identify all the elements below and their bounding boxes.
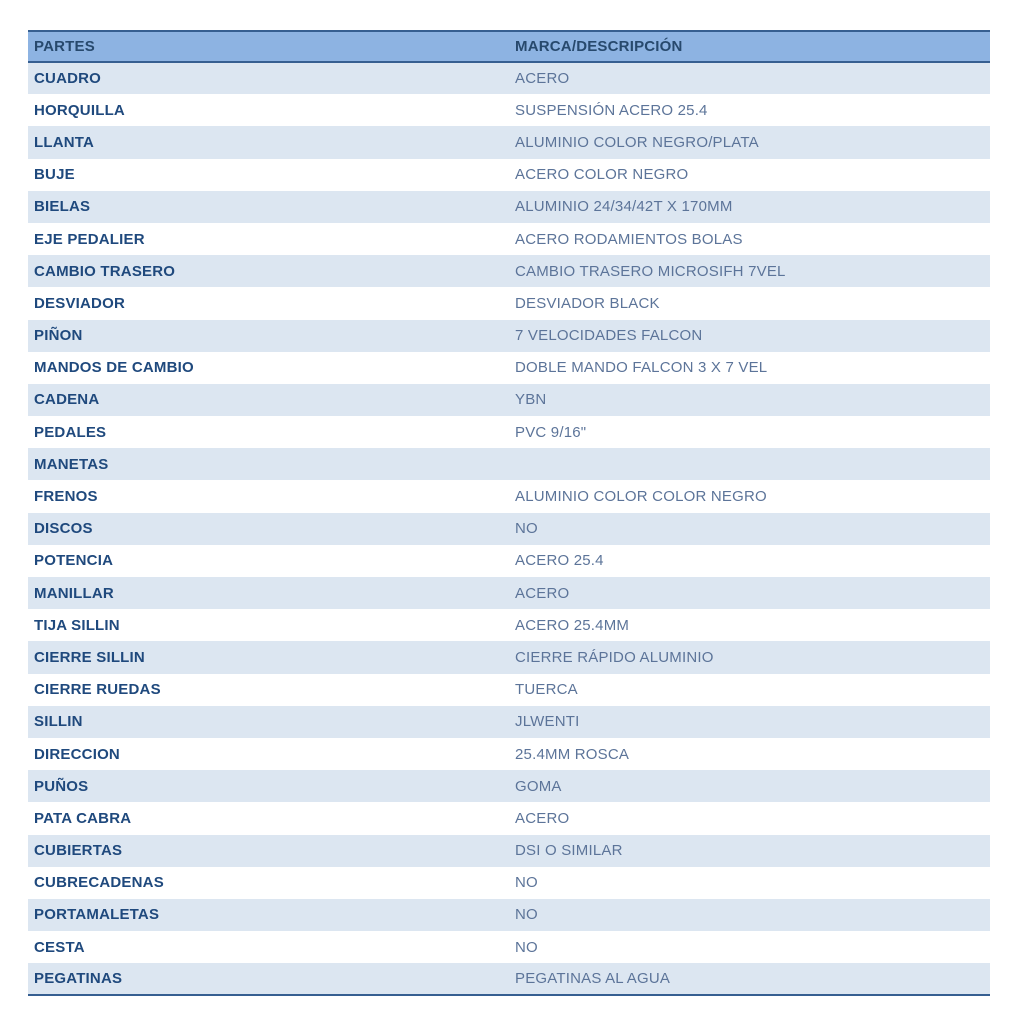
column-header-partes: PARTES: [28, 31, 509, 62]
table-row: [28, 770, 990, 802]
part-name-cell: CUBIERTAS: [34, 842, 123, 860]
part-description-cell: ALUMINIO COLOR NEGRO/PLATA: [515, 133, 759, 151]
table-row: [28, 706, 990, 738]
header-row: [28, 31, 990, 62]
table-row: [28, 159, 990, 191]
table-row: [28, 545, 990, 577]
part-description-cell: 7 VELOCIDADES FALCON: [515, 327, 703, 345]
part-description-cell: CAMBIO TRASERO MICROSIFH 7VEL: [515, 262, 786, 280]
part-description-cell: CIERRE RÁPIDO ALUMINIO: [515, 648, 714, 666]
parts-spec-table: [28, 30, 990, 996]
table-row: [28, 963, 990, 995]
table-row: [28, 641, 990, 673]
part-name-cell: DESVIADOR: [34, 294, 125, 312]
part-name-cell: DISCOS: [34, 520, 93, 538]
part-description-cell: NO: [515, 520, 538, 538]
part-name-cell: POTENCIA: [34, 552, 114, 570]
table-row: [28, 352, 990, 384]
part-description-cell: ACERO: [515, 70, 570, 88]
part-name-cell: PIÑON: [34, 327, 83, 345]
table-row: [28, 416, 990, 448]
table-row: [28, 384, 990, 416]
part-name-cell: TIJA SILLIN: [34, 616, 120, 634]
part-description-cell: ACERO 25.4: [515, 552, 604, 570]
part-name-cell: CUADRO: [34, 70, 102, 88]
part-description-cell: GOMA: [515, 777, 562, 795]
part-description-cell: YBN: [515, 391, 547, 409]
table-row: [28, 899, 990, 931]
part-description-cell: ACERO COLOR NEGRO: [515, 166, 689, 184]
table-row: [28, 480, 990, 512]
table-row: [28, 448, 990, 480]
part-name-cell: BIELAS: [34, 198, 91, 216]
part-description-cell: PVC 9/16": [515, 423, 587, 441]
table-header: [28, 31, 990, 62]
part-description-cell: ACERO RODAMIENTOS BOLAS: [515, 230, 743, 248]
table-row: [28, 738, 990, 770]
part-name-cell: BUJE: [34, 166, 75, 184]
part-description-cell: ACERO: [515, 584, 570, 602]
part-name-cell: CUBRECADENAS: [34, 874, 164, 892]
table-row: [28, 835, 990, 867]
part-name-cell: CIERRE SILLIN: [34, 648, 145, 666]
part-description-cell: NO: [515, 938, 538, 956]
part-description-cell: [509, 448, 990, 480]
part-name-cell: MANDOS DE CAMBIO: [34, 359, 194, 377]
part-name-cell: SILLIN: [34, 713, 83, 731]
part-name-cell: PUÑOS: [34, 777, 89, 795]
part-description-cell: NO: [515, 874, 538, 892]
table-row: [28, 513, 990, 545]
table-row: [28, 191, 990, 223]
table-row: [28, 609, 990, 641]
part-description-cell: ACERO 25.4MM: [515, 616, 630, 634]
column-header-marca-descripcion: MARCA/DESCRIPCIÓN: [509, 31, 990, 62]
table-row: [28, 287, 990, 319]
table-row: [28, 320, 990, 352]
table-row: [28, 931, 990, 963]
table-row: [28, 126, 990, 158]
part-name-cell: FRENOS: [34, 488, 98, 506]
table-row: [28, 674, 990, 706]
table-row: [28, 223, 990, 255]
table-row: [28, 577, 990, 609]
part-name-cell: PORTAMALETAS: [34, 906, 160, 924]
part-name-cell: CIERRE RUEDAS: [34, 681, 161, 699]
part-description-cell: NO: [515, 906, 538, 924]
part-description-cell: DOBLE MANDO FALCON 3 X 7 VEL: [515, 359, 768, 377]
table-body: [28, 62, 990, 995]
part-name-cell: PEGATINAS: [28, 963, 509, 995]
table-row: [28, 867, 990, 899]
table-row: [28, 802, 990, 834]
part-name-cell: MANETAS: [34, 455, 109, 473]
part-name-cell: EJE PEDALIER: [34, 230, 145, 248]
table-row: [28, 255, 990, 287]
part-name-cell: DIRECCION: [34, 745, 120, 763]
part-description-cell: DSI O SIMILAR: [515, 842, 623, 860]
part-name-cell: HORQUILLA: [34, 101, 125, 119]
part-description-cell: ACERO: [515, 809, 570, 827]
part-name-cell: CAMBIO TRASERO: [34, 262, 176, 280]
part-description-cell: PEGATINAS AL AGUA: [509, 963, 990, 995]
part-name-cell: PEDALES: [34, 423, 107, 441]
part-name-cell: LLANTA: [34, 133, 95, 151]
part-name-cell: PATA CABRA: [34, 809, 132, 827]
part-description-cell: SUSPENSIÓN ACERO 25.4: [515, 101, 708, 119]
part-description-cell: TUERCA: [515, 681, 578, 699]
part-description-cell: JLWENTI: [515, 713, 580, 731]
part-description-cell: DESVIADOR BLACK: [515, 294, 660, 312]
part-name-cell: MANILLAR: [34, 584, 114, 602]
part-description-cell: ALUMINIO COLOR COLOR NEGRO: [515, 488, 767, 506]
part-name-cell: CESTA: [34, 938, 85, 956]
table-row: [28, 62, 990, 94]
part-description-cell: ALUMINIO 24/34/42T X 170MM: [515, 198, 733, 216]
part-name-cell: CADENA: [34, 391, 100, 409]
part-description-cell: 25.4MM ROSCA: [515, 745, 630, 763]
table-row: [28, 94, 990, 126]
